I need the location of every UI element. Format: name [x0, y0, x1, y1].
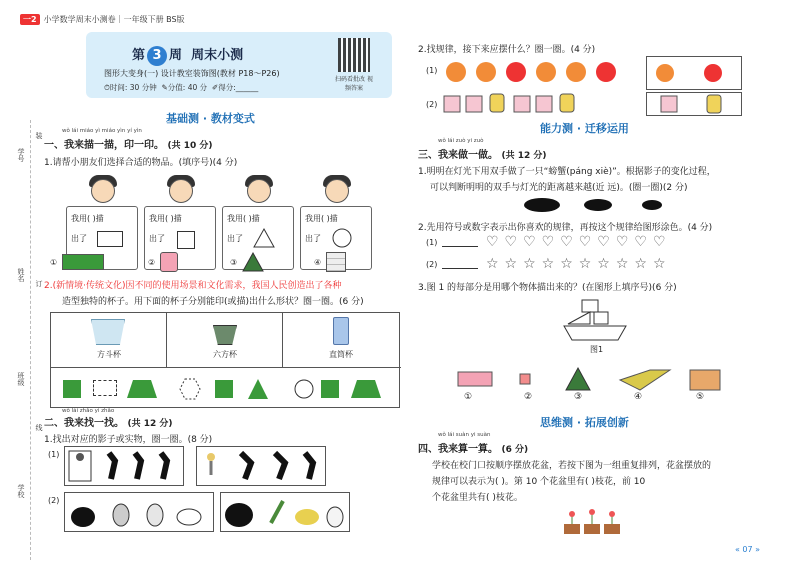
q3-pinyin: wǒ lái zuò yi zuò: [438, 138, 484, 144]
kid-3-text-b: 出了: [227, 234, 243, 243]
q1-title: [44, 136, 213, 151]
hexagon-option[interactable]: [179, 378, 201, 400]
obj-label-2: ②: [524, 392, 533, 402]
cuboid-icon: [62, 254, 104, 270]
circle-option[interactable]: [293, 378, 315, 400]
kid-2-text-a: 我用( )描: [149, 214, 182, 223]
q4-score: (6 分): [501, 445, 529, 455]
binding-char-2: 订: [35, 280, 43, 287]
series-title: 小学数学周末小测卷｜一年级下册 BS版: [43, 15, 185, 24]
triangle-option[interactable]: [247, 378, 269, 400]
pair-1-figures: [196, 446, 326, 486]
q3-score: (共 12 分): [501, 151, 547, 161]
vegetable-icons[interactable]: [221, 493, 349, 531]
trapezoid-option-2[interactable]: [351, 380, 381, 398]
face-icon: [325, 179, 349, 203]
figure-shadow-icons[interactable]: [197, 447, 325, 485]
week-prefix: 第: [132, 48, 146, 63]
obj-label-5: ⑤: [696, 392, 705, 402]
class-label: 班级: [17, 372, 25, 386]
dancer-shadow-icons[interactable]: [65, 447, 183, 485]
section-basic: 基础测 · 教材变式: [166, 112, 255, 125]
fig-label: 图1: [590, 345, 604, 354]
qr-label: 扫码看批改 视频答案: [335, 76, 373, 92]
kid-1-text-a: 我用( )描: [71, 214, 104, 223]
cup-cell-1: [51, 313, 167, 367]
q1-pinyin: wǒ lái miáo yì miáo yìn yí yìn: [62, 128, 142, 134]
square-cup-icon: [91, 319, 125, 345]
student-id-label: 学号: [17, 148, 25, 162]
pair-2-vegetables: [220, 492, 350, 532]
section-thinking: 思维测 · 拓展创新: [540, 416, 629, 429]
q4-pinyin: wǒ lái suàn yi suàn: [438, 432, 491, 438]
q3-2-text: 2.先用符号或数字表示出你喜欢的规律，再按这个规律给图形涂色。(4 分): [418, 223, 713, 233]
trapezoid-option[interactable]: [127, 380, 157, 398]
boat-figure[interactable]: [560, 296, 630, 344]
pen-icon: ✐: [211, 83, 219, 92]
q3-1-line-a: 1.明明在灯光下用双手做了一只“螃蟹(páng xiè)”。根据影子的变化过程，: [418, 167, 716, 177]
q3-2-r1-label: (1): [426, 238, 438, 247]
cup-cell-2: [167, 313, 283, 367]
week-suffix: 周: [169, 48, 183, 63]
paddle-pattern[interactable]: [442, 54, 642, 90]
q4-title-row: [418, 440, 528, 455]
q4-line-b: 规律可以表示为( )。第 10 个花盆里有( )枝花，前 10: [432, 477, 646, 487]
q3-2-r2-blank[interactable]: [442, 268, 478, 269]
dashed-rect-option[interactable]: [93, 380, 117, 396]
animal-icons[interactable]: [65, 493, 213, 531]
kid-3-text-a: 我用( )描: [227, 214, 260, 223]
q3-title-row: [418, 146, 547, 161]
r1-answer-box[interactable]: [646, 56, 742, 90]
section2-score: (共 12 分): [127, 419, 173, 429]
section2-title-row: [44, 414, 173, 429]
triangle-shape: [253, 227, 275, 249]
face-icon: [91, 179, 115, 203]
straight-cup-icon: [333, 317, 349, 345]
clock-icon: ⏱: [104, 83, 110, 92]
qr-code[interactable]: [338, 38, 370, 72]
q2-2-text: 2.找规律，接下来应摆什么？圈一圈。(4 分): [418, 45, 596, 55]
pyramid-icon: [242, 252, 264, 272]
r2-answer-box[interactable]: [646, 92, 742, 116]
score-total: 分值: 40 分: [167, 83, 208, 92]
q3-title: 三、我来做一做。: [418, 150, 498, 161]
pair-1-shadows: [64, 446, 184, 486]
section2-pinyin: wǒ lái zhǎo yi zhǎo: [62, 408, 115, 414]
obj-label-3: ③: [574, 392, 583, 402]
series-header: [20, 14, 185, 25]
kid-1-text-b: 出了: [71, 234, 87, 243]
flower-pots-icon: [560, 506, 640, 538]
q3-2-r2-label: (2): [426, 260, 438, 269]
page-title: 周末小测: [191, 48, 244, 63]
square-option-3[interactable]: [321, 380, 339, 398]
square-option-2[interactable]: [215, 380, 233, 398]
square-shape: [177, 231, 195, 249]
rectangle-shape: [97, 231, 123, 247]
q4-line-a: 学校在校门口按顺序摆放花盆，若按下图为一组重复排列，花盆摆放的: [432, 461, 712, 471]
obj-3-label: ③: [230, 258, 238, 267]
cup-cell-3: [283, 313, 399, 367]
face-icon: [169, 179, 193, 203]
q1-2-text-a: 2.(新情境·传统文化)因不同的使用场景和文化需求，我国人民创造出了各种: [44, 281, 342, 291]
heart-shapes[interactable]: ♡♡♡♡♡♡♡♡♡♡: [486, 234, 672, 250]
circle-shape: [331, 227, 353, 249]
cup-shape-options: [51, 367, 401, 409]
kid-4-text-a: 我用( )描: [305, 214, 338, 223]
cup-3-label: 直筒杯: [329, 350, 353, 359]
section2-title: 二、我来找一找。: [44, 418, 124, 429]
q1-2-line-a: [44, 278, 341, 291]
q4-line-c: 个花盆里共有( )枝花。: [432, 493, 523, 503]
solid-objects: [450, 364, 750, 394]
page-number-value: 07: [742, 545, 753, 554]
pair-2-animals: [64, 492, 214, 532]
time-label: 时间: 30 分钟: [109, 83, 157, 92]
crab-shadow-icons: [520, 194, 680, 216]
q3-1-line-b: 可以判断明明的双手与灯光的距离越来越(近 远)。(圈一圈)(2 分): [430, 183, 688, 193]
cube-icon: [326, 252, 346, 272]
q1-1-text: 1.请帮小朋友们选择合适的物品。(填序号)(4 分): [44, 158, 238, 168]
kid-2-text-b: 出了: [149, 234, 165, 243]
hex-cup-icon: [213, 325, 237, 345]
test-info: ⏱时间: 30 分钟 ✎分值: 40 分 ✐得分:______: [104, 83, 259, 92]
objects-row-1: [50, 250, 400, 274]
cylinder-icon: [160, 252, 178, 272]
pair-1-label: (1): [48, 450, 60, 459]
school-label: 学校: [17, 484, 25, 498]
name-label: 姓名: [17, 268, 25, 282]
q1-title-text: 一、我来描一描，印一印。: [44, 140, 164, 151]
face-icon: [247, 179, 271, 203]
cup-2-label: 六方杯: [213, 350, 237, 359]
q2-1-text: 1.找出对应的影子或实物，圈一圈。(8 分): [44, 435, 213, 445]
q3-3-text: 3.图 1 的每部分是用哪个物体描出来的？(在图形上填序号)(6 分): [418, 283, 677, 293]
binding-char-3: 线: [35, 424, 43, 431]
cube-options: [647, 93, 741, 115]
week-number: 3: [147, 46, 167, 66]
cube-cylinder-pattern[interactable]: [442, 90, 642, 116]
week-title: [132, 44, 243, 66]
paddle-options: [647, 57, 741, 89]
unit-subtitle: 图形大变身(一) 设计教室装饰图(教材 P18～P26): [104, 69, 280, 78]
r2-label: (2): [426, 100, 438, 109]
kid-4-text-b: 出了: [305, 234, 321, 243]
binding-line: [30, 120, 31, 560]
cup-table: [50, 312, 400, 408]
square-option[interactable]: [63, 380, 81, 398]
obj-4-label: ④: [314, 258, 322, 267]
q4-title: 四、我来算一算。: [418, 444, 498, 455]
pair-2-label: (2): [48, 496, 60, 505]
q1-score: (共 10 分): [167, 141, 213, 151]
star-shapes[interactable]: ☆☆☆☆☆☆☆☆☆☆: [486, 256, 672, 272]
obj-2-label: ②: [148, 258, 156, 267]
cup-1-label: 方斗杯: [97, 350, 121, 359]
q3-2-r1-blank[interactable]: [442, 246, 478, 247]
score-icon: ✎: [161, 83, 168, 92]
obj-label-1: ①: [464, 392, 473, 402]
r1-label: (1): [426, 66, 438, 75]
page-number: « 07 »: [734, 545, 760, 554]
q1-2-line-b: 造型独特的杯子。用下面的杯子分别能印(或描)出什么形状？圈一圈。(6 分): [62, 297, 364, 307]
grade-tag: 一2: [20, 14, 40, 25]
section-ability: 能力测 · 迁移运用: [540, 122, 629, 135]
binding-char-1: 装: [35, 132, 43, 139]
score-label: 得分:: [218, 83, 236, 92]
obj-1-label: ①: [50, 258, 58, 267]
obj-label-4: ④: [634, 392, 643, 402]
